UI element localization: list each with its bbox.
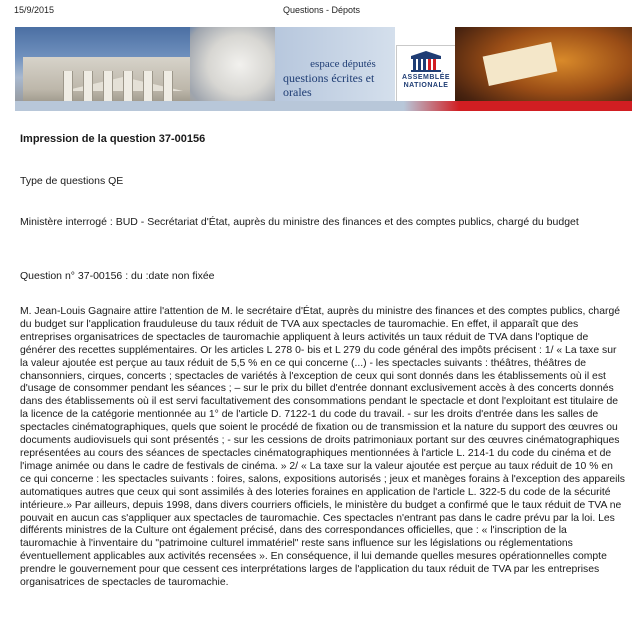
question-type: Type de questions QE [20, 175, 124, 187]
print-title: Questions - Dépots [282, 5, 361, 15]
banner-building-photo [15, 27, 275, 111]
question-body: M. Jean-Louis Gagnaire attire l'attention de M. le secrétaire d'État, auprès du ministre des finances et des comptes publics, chargé du budget sur l'application frauduleuse du taux réduit de TVA aux spectacles de tauromachie. En effet, il apparaît que des entreprises organisatrices de spectacles de tauromachie appliquent à leurs activités un taux réduit de TVA dans l'optique de générer des recettes supplémentaires. Or les articles L 278 0- bis et L 279 du code général des impôts précisent : 1/ « La taxe sur la valeur ajoutée est perçue au taux réduit de 5,5 % en ce qui concerne (...) - les spectacles suivants : théâtres, théâtres de chansonniers, cirques, concerts ; spectacles de variétés à l'exception de ceux qui sont donnés dans les établissements où il est d'usage de consommer pendant les séances ; – sur le prix du billet d'entrée donnant exclusivement accès à des concerts donnés dans des établissements où il est servi facultativement des consommations pendant le spectacle et dont l'exploitant est titulaire de la licence de la catégorie mentionnée au 1° de l'article D. 7122-1 du code du travail. - sur les droits d'entrée dans les salles de spectacles cinématographiques, quels que soient le procédé de fixation ou de transmission et la nature du support des œuvres ou documents audiovisuels qui sont présentés ; - sur les cessions de droits patrimoniaux portant sur des œuvres cinématographiques représentées au cours des séances de spectacles cinématographiques mentionnées à l'article L. 214-1 du code du cinéma et de l'image animée ou dans le cadre de festivals de cinéma. » 2/ « La taxe sur la valeur ajoutée est perçue au taux réduit de 10 % en ce qui concerne : les spectacles suivants : foires, salons, expositions autorisés ; jeux et manèges forains à l'exception des appareils automatiques autres que ceux qui sont assimilés à des loteries foraines en application de l'article L. 322-5 du code de la sécurité intérieure.» Par ailleurs, depuis 1998, dans divers courriers officiels, le ministère du budget a confirmé que le taux réduit de TVA ne pouvait en aucun cas s'appliquer aux spectacles de tauromachie. Ces spectacles n'entrant pas dans le cadre prévu par la loi. Les différents ministres de la Culture ont également précisé, dans des correspondances officielles, que : « l'inscription de la tauromachie à l'inventaire du "patrimoine culturel immatériel" reste sans influence sur les législations ou réglementations éventuellement applicables aux activités recensées ». En conséquence, il lui demande quelles mesures opérationnelles compte prendre le gouvernement pour que cessent ces interprétations larges de l'application du taux réduit de TVA par les entreprises organisatrices de spectacles de tauromachie. [20, 306, 625, 589]
question-number: Question n° 37-00156 : du :date non fixée [20, 270, 215, 282]
logo-line2: NATIONALE [403, 82, 449, 89]
page-title: Impression de la question 37-00156 [20, 133, 206, 145]
header-banner [15, 27, 632, 111]
ministry-field: Ministère interrogé : BUD - Secrétariat d'État, auprès du ministre des finances et des comptes publics, chargé du budget [20, 216, 579, 228]
tagline-line1: espace députés [310, 58, 376, 70]
assemblee-nationale-logo[interactable] [396, 45, 456, 103]
statue-image [190, 27, 280, 111]
tagline-line2: questions écrites et orales [283, 71, 375, 99]
hemicycle-icon [408, 50, 444, 74]
print-header [0, 0, 643, 16]
banner-red-bar [15, 101, 632, 111]
print-date: 15/9/2015 [14, 5, 55, 15]
banner-tagline [283, 57, 403, 99]
logo-line1: ASSEMBLÉE [401, 74, 451, 81]
